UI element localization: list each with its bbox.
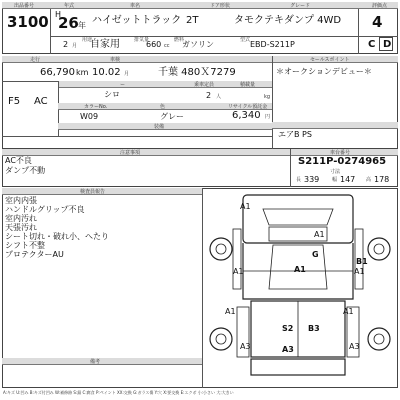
inspector-note: ハンドルグリップ不良 [5, 205, 85, 214]
label-seats: 乗車定員 [194, 82, 215, 88]
inspector-note: 天張汚れ [5, 223, 37, 232]
divider [2, 136, 272, 137]
label-color: 色 [160, 104, 166, 110]
mark-a1-top: A1 [240, 202, 251, 211]
mark-a1-right2: A1 [343, 307, 354, 316]
note-1: AC不良 [5, 156, 32, 165]
ext-grade: D [383, 39, 392, 50]
mark-s2: S2 [282, 324, 294, 333]
month-suffix: 月 [72, 43, 78, 49]
label-car-name: 車名 [130, 3, 141, 9]
label-disp: 排気量 [134, 37, 150, 43]
year-value: 26 [58, 14, 79, 32]
divider [290, 149, 291, 187]
displacement: 660 [146, 40, 162, 49]
label-equipment-left: 装備 [154, 124, 165, 130]
footer-legend: A:キズ U:凹み B:キズ付凹み W:補修跡 S:錆 C:腐食 P:ペイント XX:交換 G:ガラス傷 Y:穴 X:要交換 E:エクボ 小:小さい 大:大きい [3, 390, 234, 395]
dim-h-label: 高 [366, 177, 372, 183]
year-suffix: 年 [78, 21, 86, 30]
seats-unit: 人 [216, 94, 222, 100]
inspection-unit: 月 [124, 71, 130, 77]
plate: 千葉 480Ｘ7279 [158, 67, 236, 78]
car-name: ハイゼットトラック [92, 15, 182, 26]
divider [272, 56, 273, 149]
color-no: W09 [80, 112, 99, 121]
recycle-unit: 円 [265, 114, 271, 120]
label-model: 型式 [240, 37, 251, 43]
load-unit: kg [264, 94, 271, 100]
header-label-bar [2, 2, 398, 9]
usage: 自家用 [90, 39, 120, 50]
wheel-fl [210, 238, 232, 260]
cab-outline [243, 195, 353, 243]
mark-b1-right: B1 [356, 257, 368, 266]
divider [50, 36, 398, 37]
grade-2: タモクテキダンプ 4WD [234, 15, 342, 26]
label-notes: 注意事項 [120, 150, 141, 156]
wheel-rr [368, 328, 390, 350]
divider [50, 9, 51, 54]
fuel: ガソリン [182, 40, 214, 49]
dim-l-label: 長 [296, 177, 302, 183]
equip-right-bar [272, 122, 398, 129]
equip-label-bar [58, 123, 272, 130]
mileage-value: 66,790 [40, 67, 75, 78]
dim-w: 147 [340, 175, 356, 184]
divider [358, 9, 359, 54]
mark-a1-right: A1 [354, 267, 365, 276]
inspection-date: 10.02 [92, 67, 121, 78]
wheel-rl-hub [216, 334, 226, 344]
label-fuel: 燃料 [174, 37, 185, 43]
mark-a1-hood: A1 [314, 230, 325, 239]
label-load: 積載量 [240, 82, 256, 88]
mark-a3-right: A3 [349, 342, 360, 351]
label-sales-point: セールスポイント [310, 57, 350, 63]
inspector-note: 室内汚れ [5, 214, 37, 223]
label-recycle: リサイクル預託金 [228, 104, 268, 110]
cc-unit: cc [164, 43, 170, 49]
year-era: H [55, 10, 62, 19]
recycle: 6,340 [232, 110, 261, 121]
inspector-note: 室内内張 [5, 196, 37, 205]
note-2: ダンプ不動 [5, 166, 46, 175]
info-label-bar-left [2, 56, 272, 63]
mark-a1-center: A1 [294, 265, 306, 274]
label-exhibit-no: 出品番号 [14, 3, 35, 9]
ext-grade-box [379, 37, 393, 51]
model-code: EBD-S211P [250, 40, 295, 49]
ac: AC [34, 96, 48, 107]
label-grade: グレード [290, 3, 311, 9]
label-inspector: 検査員報告 [80, 189, 106, 195]
label-eval: 評価点 [372, 3, 388, 9]
shift: F5 [8, 96, 21, 107]
dim-h: 178 [374, 175, 390, 184]
wheel-fr [368, 238, 390, 260]
label-purpose: 用途 [82, 37, 93, 43]
label-remarks: 備考 [90, 359, 101, 365]
score: 4 [372, 13, 383, 31]
dim-l: 339 [304, 175, 320, 184]
label-inspection: 車検 [110, 57, 121, 63]
grade-1: 2T [186, 15, 199, 26]
label-mileage: 走行 [30, 57, 41, 63]
tailgate [251, 359, 345, 375]
mark-a1-lower: A1 [225, 307, 236, 316]
month-value: 2 [63, 40, 69, 49]
label-color-no: カラーNo. [84, 104, 108, 110]
wheel-rr-hub [374, 334, 384, 344]
inspector-note: シート切れ・破れ小、へたり [5, 232, 109, 241]
inspector-note: シフト不整 [5, 241, 45, 250]
truck-damage-diagram [203, 189, 397, 387]
wheel-fl-hub [216, 244, 226, 254]
windshield [263, 209, 333, 225]
mileage-unit: km [76, 68, 89, 77]
mark-b3: B3 [308, 324, 320, 333]
label-year: 年式 [64, 3, 75, 9]
mark-g-glass: G [312, 250, 319, 259]
mark-a1-left: A1 [233, 267, 244, 276]
side-left-front [233, 229, 241, 289]
color: グレー [160, 112, 184, 121]
int-grade: C [368, 39, 376, 50]
remarks-label-bar [2, 358, 202, 365]
mark-a3-left: A3 [240, 342, 251, 351]
inspector-note: プロテクターAU [5, 250, 64, 259]
lot-number: 3100 [7, 13, 49, 31]
color-type: シロ [104, 90, 120, 99]
equipment: エアB PS [278, 130, 312, 139]
label-doors: ドア形状 [210, 3, 230, 9]
wheel-fr-hub [374, 244, 384, 254]
sales-point: ＊オークションデビュー＊ [276, 67, 372, 76]
vin: S211P-0274965 [298, 156, 387, 167]
seats: 2 [206, 91, 212, 100]
mark-a3-bottom: A3 [282, 345, 294, 354]
wheel-rl [210, 328, 232, 350]
label-color-type: ー [120, 82, 126, 88]
dim-w-label: 幅 [332, 177, 338, 183]
label-dims: 寸法 [330, 169, 341, 175]
label-vin: 車台番号 [330, 150, 351, 156]
